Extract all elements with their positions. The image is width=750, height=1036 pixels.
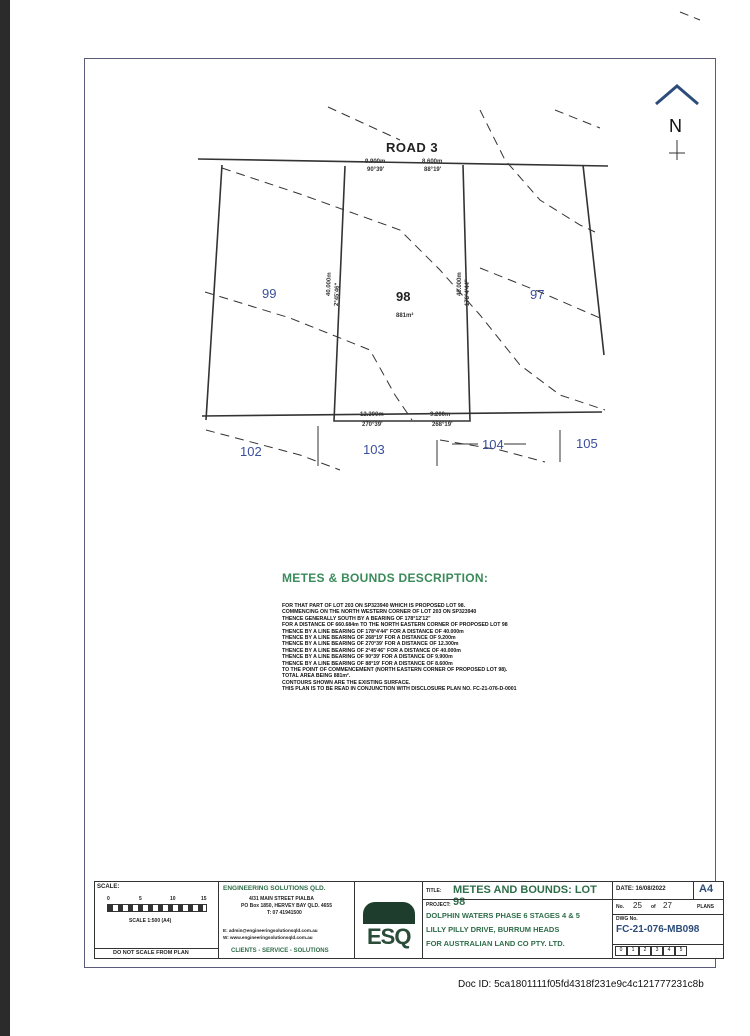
plans-label: PLANS (697, 904, 714, 910)
scale-tick: 10 (170, 896, 176, 902)
company-slogan: CLIENTS - SERVICE - SOLUTIONS (231, 948, 329, 954)
scale-label: SCALE: (97, 884, 120, 890)
revision-boxes (615, 946, 687, 956)
project-label: PROJECT: (426, 902, 451, 908)
metes-line: THENCE BY A LINE BEARING OF 178°4'44" FOR A DISTANCE OF 40.000m (282, 628, 464, 635)
north-arrow (656, 86, 698, 104)
metes-line: FOR THAT PART OF LOT 203 ON SP323940 WHICH IS PROPOSED LOT 98. (282, 603, 466, 609)
logo-cell (355, 882, 423, 958)
contour-1 (328, 107, 400, 140)
sheet-of-label: of (651, 904, 656, 910)
drawing-date: DATE: 16/08/2022 (616, 886, 666, 892)
lot-104-label: 104 (482, 437, 504, 452)
dim-west: 40.000m (326, 272, 333, 297)
do-not-scale-note: DO NOT SCALE FROM PLAN (113, 950, 189, 956)
scale-ratio: SCALE 1:500 (A4) (129, 918, 172, 924)
dim-top-right-bearing: 88°19' (424, 167, 442, 173)
scale-tick: 5 (139, 896, 142, 902)
revision-box: 3 (651, 946, 663, 956)
metes-line: THENCE GENERALLY SOUTH BY A BEARING OF 178°12'12" (282, 615, 431, 622)
project-line-1: DOLPHIN WATERS PHASE 6 STAGES 4 & 5 (426, 911, 580, 920)
project-line-2: LILLY PILLY DRIVE, BURRUM HEADS (426, 925, 560, 934)
company-cell (219, 882, 355, 958)
drawing-number: FC-21-076-MB098 (616, 924, 700, 935)
dim-west-bearing: 2°45'46" (334, 282, 341, 307)
scale-bar (107, 904, 207, 912)
dim-bottom-right-bearing: 268°19' (432, 422, 453, 428)
metes-bounds-title: METES & BOUNDS DESCRIPTION: (282, 571, 489, 585)
company-address-1: 4/31 MAIN STREET PIALBA (249, 896, 315, 902)
dim-bottom-left-bearing: 270°39' (362, 422, 383, 428)
company-email: E: admin@engineeringsolutionsqld.com.au (223, 928, 318, 933)
company-web: W: www.engineeringsolutionsqld.com.au (223, 935, 313, 940)
revision-box: 0 (615, 946, 627, 956)
company-logo: ESQ (367, 924, 411, 949)
company-phone: T: 07 41941500 (267, 910, 302, 916)
dwg-no-label: DWG No. (616, 916, 638, 922)
dim-top-left: 9.900m (365, 159, 386, 165)
sheet-info-cell (613, 882, 723, 958)
dim-bottom-left: 12.300m (360, 412, 384, 418)
road-3-label: ROAD 3 (386, 140, 439, 155)
metes-line: TO THE POINT OF COMMENCEMENT (NORTH EASTERN CORNER OF PROPOSED LOT 98). (282, 667, 508, 674)
contour-4 (480, 110, 595, 232)
road-boundary-top (198, 159, 608, 166)
metes-line: CONTOURS SHOWN ARE THE EXISTING SURFACE. (282, 679, 411, 686)
sheet-no-label: No. (616, 904, 625, 910)
lot-97-label: 97 (530, 287, 545, 302)
metes-line: THENCE BY A LINE BEARING OF 268°19' FOR A DISTANCE OF 9.200m (282, 635, 456, 642)
lot-98-area: 881m² (396, 313, 414, 319)
revision-box: 5 (675, 946, 687, 956)
metes-line: FOR A DISTANCE OF 660.684m TO THE NORTH EASTERN CORNER OF PROPOSED LOT 98 (282, 622, 508, 629)
dim-east: 40.000m (457, 272, 463, 296)
metes-line: THENCE BY A LINE BEARING OF 90°39' FOR A DISTANCE OF 9.900m (282, 654, 453, 661)
metes-line: THIS PLAN IS TO BE READ IN CONJUNCTION WITH DISCLOSURE PLAN NO. FC-21-076-D-0001 (282, 686, 517, 693)
scale-tick: 15 (201, 896, 207, 902)
contour-6 (555, 110, 600, 128)
north-label: N (669, 116, 682, 136)
lot-97-east-boundary (583, 165, 604, 355)
lot-99-label: 99 (262, 286, 277, 301)
drawing-title: METES AND BOUNDS: LOT 98 (453, 884, 597, 908)
scale-tick: 0 (107, 896, 110, 902)
title-label: TITLE: (426, 888, 442, 894)
dim-bottom-right: 9.200m (430, 412, 451, 418)
sheet-number: 25 (633, 901, 642, 910)
metes-line: TOTAL AREA BEING 881m². (282, 673, 351, 680)
scale-cell (95, 882, 219, 958)
title-block (94, 881, 724, 959)
revision-box: 1 (627, 946, 639, 956)
lot-98-label: 98 (396, 289, 411, 304)
revision-box: 4 (663, 946, 675, 956)
revision-box: 2 (639, 946, 651, 956)
logo-hill (363, 902, 415, 924)
road-boundary-bottom (202, 412, 602, 416)
metes-line: THENCE BY A LINE BEARING OF 270°39' FOR A DISTANCE OF 12.300m (282, 641, 459, 648)
dim-top-left-bearing: 90°39' (367, 167, 385, 173)
company-name: ENGINEERING SOLUTIONS QLD. (223, 885, 326, 892)
dim-top-right: 8.600m (422, 159, 443, 165)
project-line-3: FOR AUSTRALIAN LAND CO PTY. LTD. (426, 939, 565, 948)
contour-7 (206, 430, 340, 470)
dim-east-bearing: 178°4'44" (465, 279, 471, 306)
contour-9 (680, 12, 700, 20)
lot-99-west-boundary (206, 165, 222, 420)
contour-2 (222, 168, 605, 410)
contour-3 (205, 292, 412, 420)
title-project-cell (423, 882, 613, 958)
metes-bounds-text (282, 603, 602, 693)
metes-line: THENCE BY A LINE BEARING OF 88°19' FOR A DISTANCE OF 8.600m (282, 660, 453, 667)
lot-105-label: 105 (576, 436, 598, 451)
company-address-2: PO Box 1850, HERVEY BAY QLD. 4655 (241, 903, 332, 909)
paper-size: A4 (699, 883, 714, 895)
metes-line: COMMENCING ON THE NORTH WESTERN CORNER OF LOT 203 ON SP323940 (282, 609, 477, 616)
doc-id: Doc ID: 5ca1801111f05fd4318f231e9c4c121777231c8b (458, 979, 704, 990)
lot-103-label: 103 (363, 442, 385, 457)
sheet-total: 27 (663, 901, 672, 910)
metes-line: THENCE BY A LINE BEARING OF 2°45'46" FOR A DISTANCE OF 40.000m (282, 647, 461, 654)
lot-102-label: 102 (240, 444, 262, 459)
